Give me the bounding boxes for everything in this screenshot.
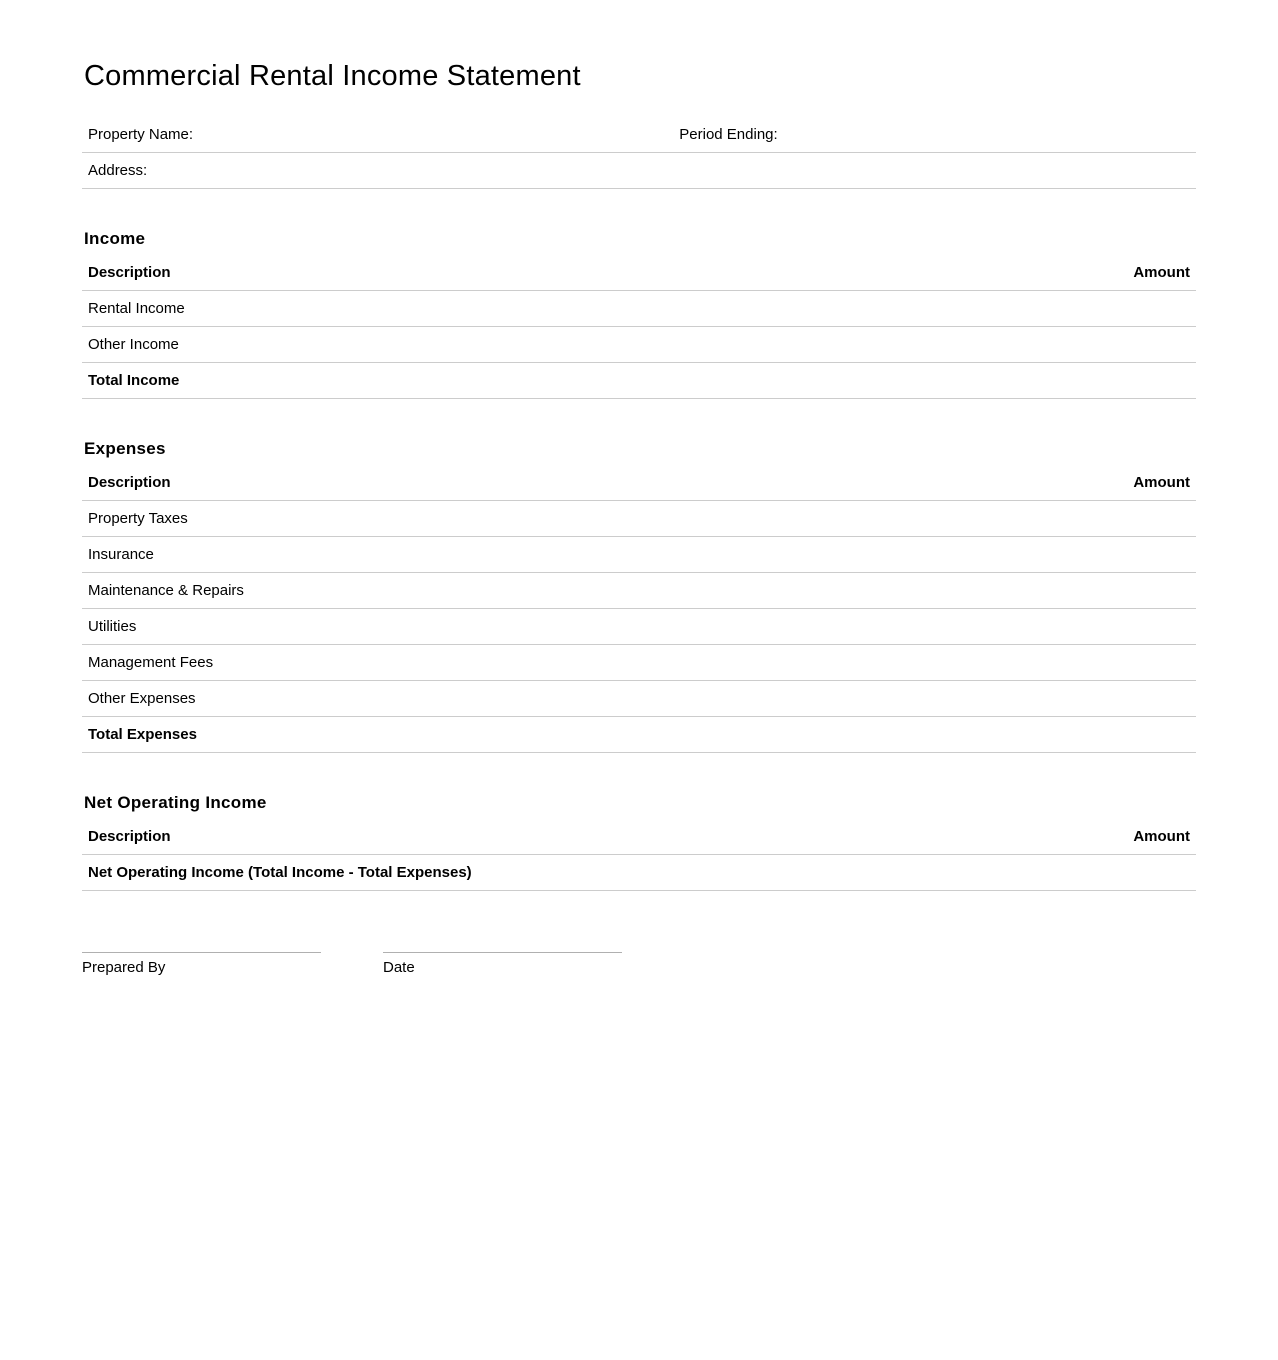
net-operating-income-table bbox=[82, 819, 1196, 891]
amount-cell bbox=[961, 573, 1196, 609]
prepared-by-label: Prepared By bbox=[82, 959, 166, 976]
description-cell: Other Income bbox=[88, 336, 179, 353]
amount-cell bbox=[961, 681, 1196, 717]
property-info-table bbox=[82, 117, 1196, 189]
noi-amount-column-header: Amount bbox=[1133, 828, 1190, 845]
amount-cell bbox=[961, 501, 1196, 537]
date-signature-block bbox=[383, 952, 622, 976]
description-cell: Property Taxes bbox=[88, 510, 188, 527]
row-net-operating-income bbox=[82, 855, 1196, 891]
row-total-income bbox=[82, 363, 1196, 399]
amount-cell bbox=[961, 717, 1196, 753]
row-insurance bbox=[82, 537, 1196, 573]
income-table bbox=[82, 255, 1196, 399]
period-ending-label: Period Ending: bbox=[679, 126, 778, 143]
income-description-column-header: Description bbox=[88, 264, 171, 281]
amount-cell bbox=[961, 855, 1196, 891]
address-row bbox=[82, 153, 1196, 189]
description-cell: Total Expenses bbox=[88, 726, 197, 743]
document-page bbox=[0, 60, 1278, 976]
address-cell bbox=[82, 153, 1196, 189]
property-info-row bbox=[82, 117, 1196, 153]
noi-header-row bbox=[82, 819, 1196, 855]
expenses-header-row bbox=[82, 465, 1196, 501]
amount-cell bbox=[961, 609, 1196, 645]
prepared-by-signature-block bbox=[82, 952, 321, 976]
period-ending-cell bbox=[673, 117, 1196, 153]
description-cell: Utilities bbox=[88, 618, 137, 635]
section-heading-income: Income bbox=[84, 229, 146, 248]
description-cell: Rental Income bbox=[88, 300, 185, 317]
row-utilities bbox=[82, 609, 1196, 645]
page-title: Commercial Rental Income Statement bbox=[84, 60, 581, 92]
description-cell: Total Income bbox=[88, 372, 180, 389]
row-other-income bbox=[82, 327, 1196, 363]
section-heading-net-operating-income: Net Operating Income bbox=[84, 793, 267, 812]
property-name-label: Property Name: bbox=[88, 126, 194, 143]
amount-cell bbox=[961, 327, 1196, 363]
property-name-cell bbox=[82, 117, 673, 153]
income-amount-column-header: Amount bbox=[1133, 264, 1190, 281]
description-cell: Management Fees bbox=[88, 654, 214, 671]
description-cell: Maintenance & Repairs bbox=[88, 582, 244, 599]
row-total-expenses bbox=[82, 717, 1196, 753]
expenses-amount-column-header: Amount bbox=[1133, 474, 1190, 491]
amount-cell bbox=[961, 291, 1196, 327]
amount-cell bbox=[961, 363, 1196, 399]
row-maintenance-repairs bbox=[82, 573, 1196, 609]
row-other-expenses bbox=[82, 681, 1196, 717]
section-heading-expenses: Expenses bbox=[84, 439, 166, 458]
description-cell: Other Expenses bbox=[88, 690, 196, 707]
income-header-row bbox=[82, 255, 1196, 291]
date-label: Date bbox=[383, 959, 415, 976]
description-cell: Net Operating Income (Total Income - Total Expenses) bbox=[88, 864, 472, 881]
noi-description-column-header: Description bbox=[88, 828, 171, 845]
row-property-taxes bbox=[82, 501, 1196, 537]
expenses-description-column-header: Description bbox=[88, 474, 171, 491]
row-management-fees bbox=[82, 645, 1196, 681]
description-cell: Insurance bbox=[88, 546, 154, 563]
amount-cell bbox=[961, 537, 1196, 573]
expenses-table bbox=[82, 465, 1196, 753]
address-label: Address: bbox=[88, 162, 148, 179]
row-rental-income bbox=[82, 291, 1196, 327]
signature-area bbox=[82, 952, 1196, 976]
amount-cell bbox=[961, 645, 1196, 681]
